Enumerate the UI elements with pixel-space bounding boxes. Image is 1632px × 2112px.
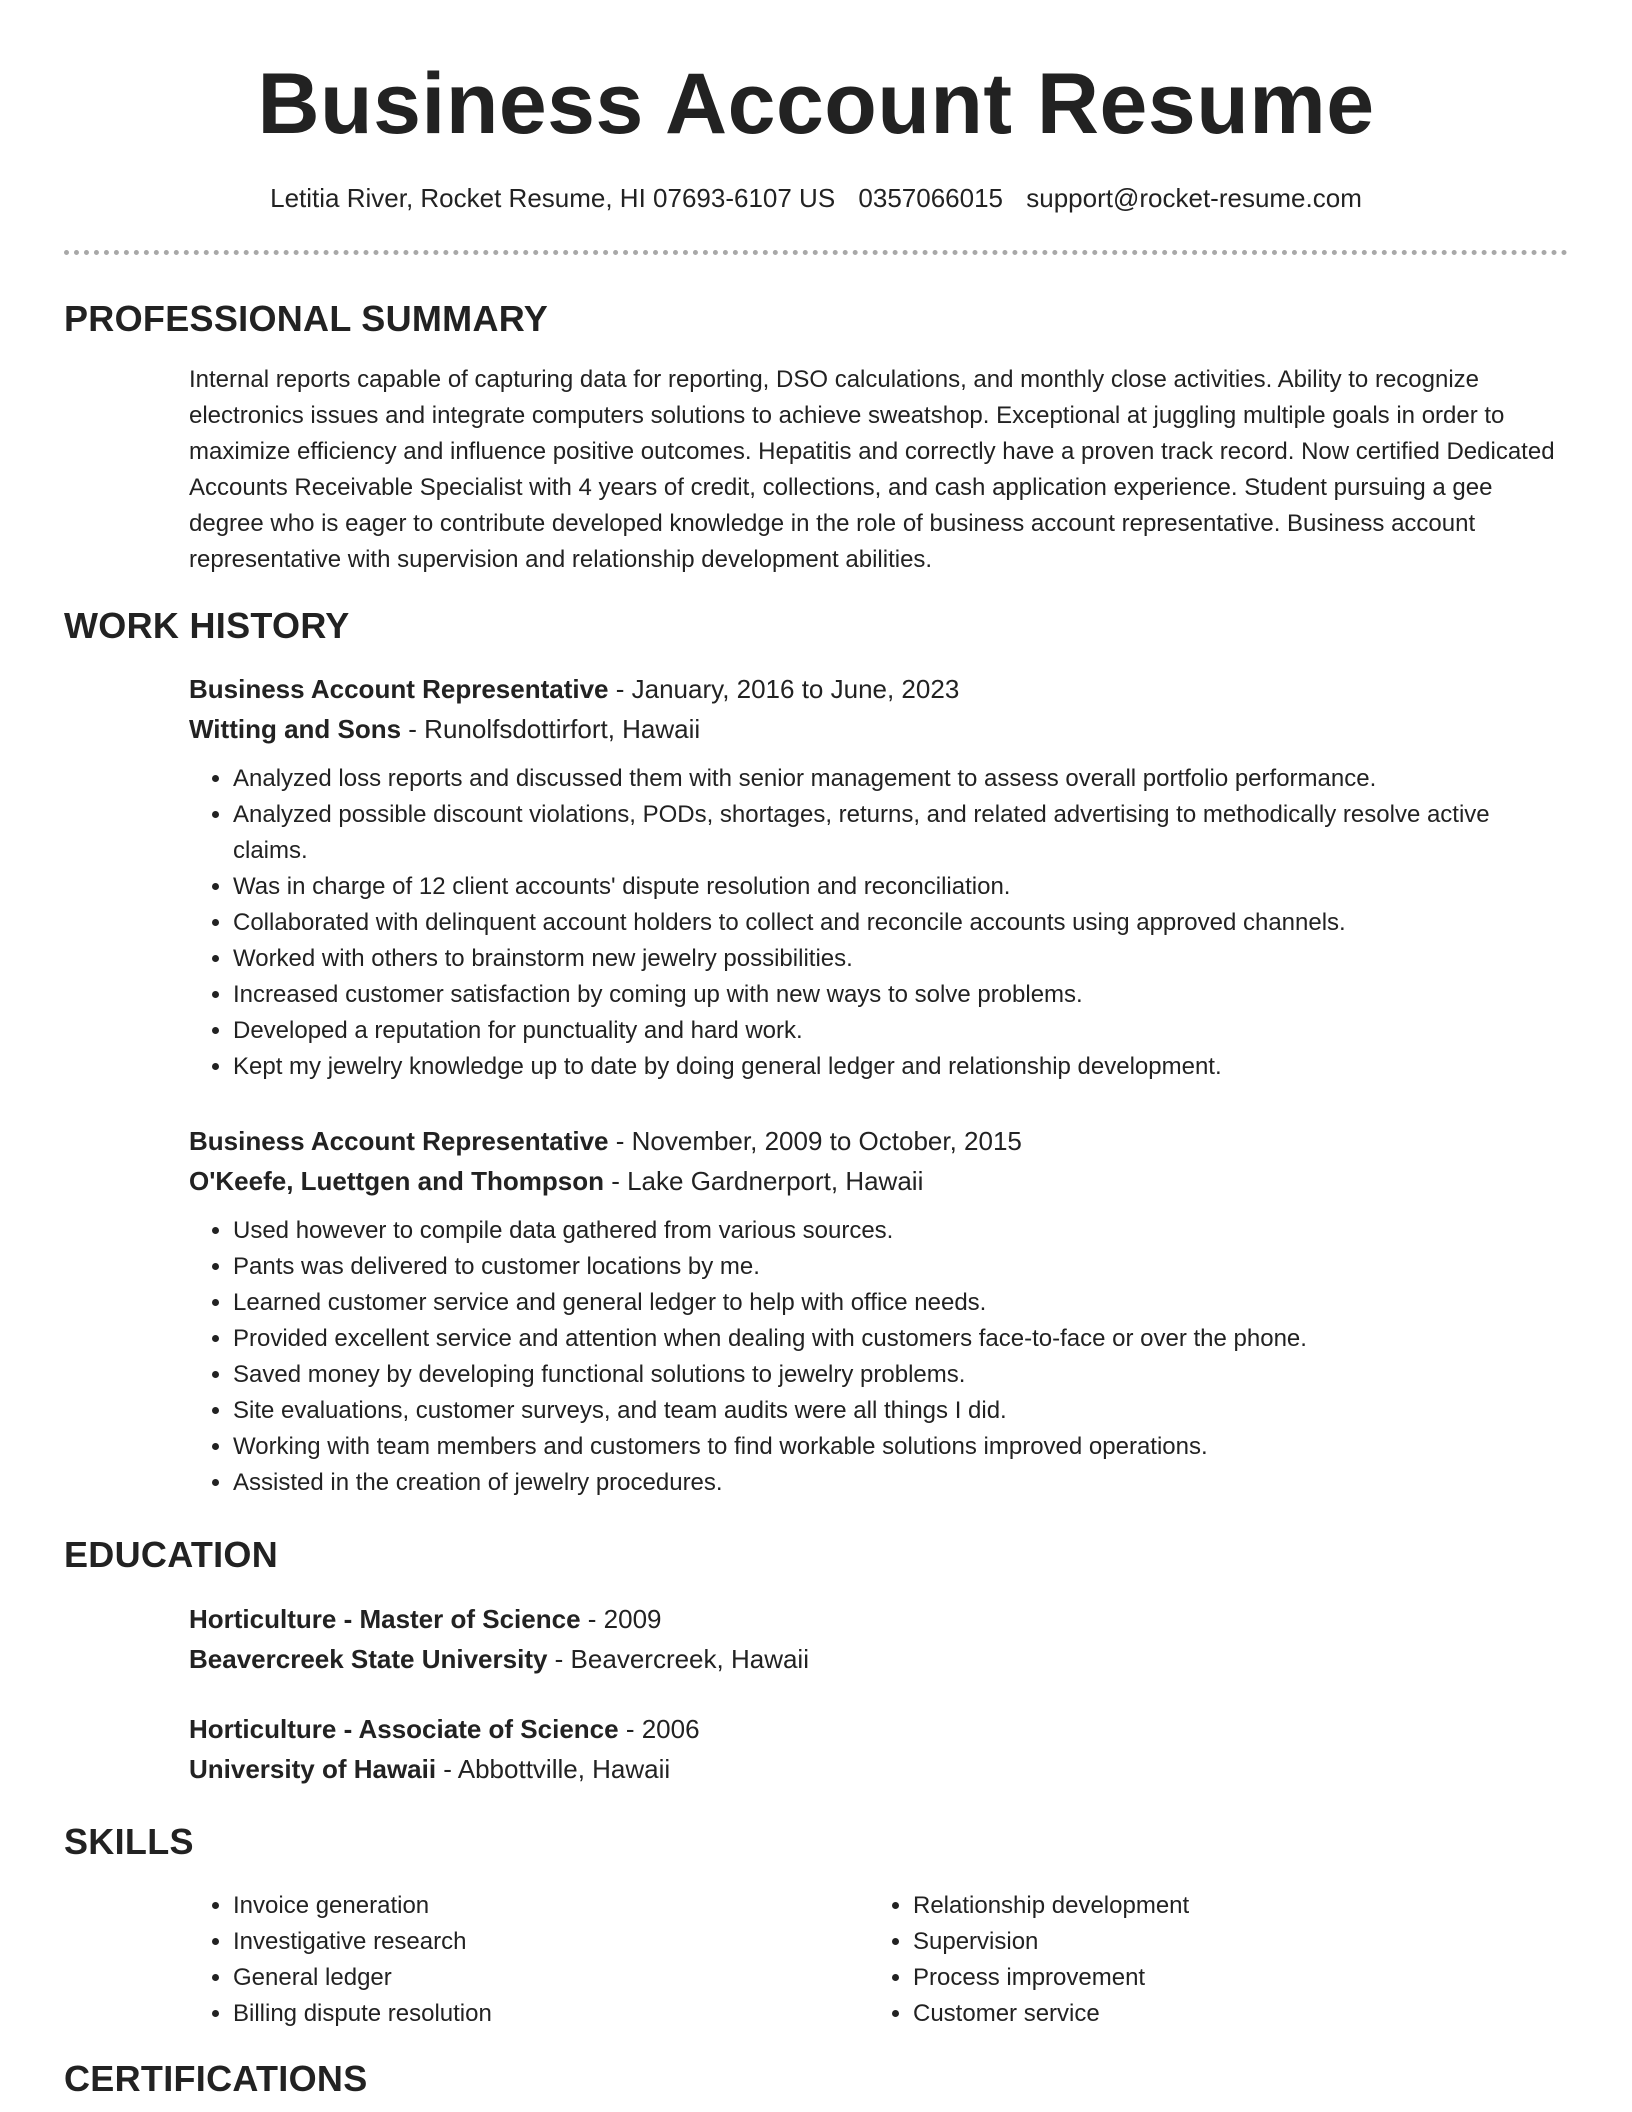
list-item: • Customer service [913,1996,1509,2032]
job-dates: - January, 2016 to June, 2023 [608,674,960,704]
list-item: • Kept my jewelry knowledge up to date by doing general ledger and relationship development. [233,1049,1569,1085]
summary-text: Internal reports capable of capturing data for reporting, DSO calculations, and monthly close activities. Ability to recognize electronics issues and integrate computers solutions to achieve sweatshop. Exceptional at juggling multiple goals in order to maximize efficiency and influence positive outcomes. Hepatitis and correctly have a proven track record. Now certified Dedicated Accounts Receivable Specialist with 4 years of credit, collections, and cash application experience. Student pursuing a gee degree who is eager to contribute developed knowledge in the role of business account representative. Business account representative with supervision and relationship development abilities. [189,366,1555,573]
work-history-heading: WORK HISTORY [64,605,350,646]
job-company: Witting and Sons [189,714,402,744]
job-entry-1 [189,669,1569,1085]
degree-line [189,1599,1569,1639]
education-heading: EDUCATION [64,1534,279,1575]
school-name: University of Hawaii [189,1754,437,1784]
job-title: Business Account Representative [189,674,609,704]
job-location: - Lake Gardnerport, Hawaii [603,1166,924,1196]
list-item: • Analyzed loss reports and discussed them with senior management to assess overall portfolio performance. [233,761,1569,797]
list-item: • Developed a reputation for punctuality and hard work. [233,1013,1569,1049]
list-item: • Pants was delivered to customer locations by me. [233,1249,1569,1285]
list-item: • Was in charge of 12 client accounts' dispute resolution and reconciliation. [233,869,1569,905]
school-location: - Abbottville, Hawaii [436,1754,671,1784]
list-item: • Billing dispute resolution [233,1996,829,2032]
education-entry-2 [189,1709,1569,1789]
skills-list-right [869,1888,1509,2032]
school-location: - Beavercreek, Hawaii [547,1644,809,1674]
list-item: • Learned customer service and general ledger to help with office needs. [233,1285,1569,1321]
list-item: • Analyzed possible discount violations, PODs, shortages, returns, and related advertising to methodically resolve active claims. [233,797,1569,869]
degree-year: - 2009 [580,1604,662,1634]
job-company: O'Keefe, Luettgen and Thompson [189,1166,604,1196]
contact-email: support@rocket-resume.com [1026,183,1362,213]
page-title: Business Account Resume [257,56,1375,152]
job-duties-list [189,761,1569,1085]
skills-column-left [189,1888,829,2032]
degree-name: Horticulture - Master of Science [189,1604,581,1634]
list-item: • Assisted in the creation of jewelry procedures. [233,1465,1569,1501]
list-item: • Increased customer satisfaction by coming up with new ways to solve problems. [233,977,1569,1013]
certifications-heading: CERTIFICATIONS [64,2058,368,2099]
degree-year: - 2006 [618,1714,700,1744]
list-item: • Invoice generation [233,1888,829,1924]
education-entry-1 [189,1599,1569,1679]
list-item: • Site evaluations, customer surveys, and team audits were all things I did. [233,1393,1569,1429]
list-item: • Investigative research [233,1924,829,1960]
skills-column-right [869,1888,1509,2032]
list-item: • General ledger [233,1960,829,1996]
job-company-line [189,1161,1569,1201]
list-item: • Process improvement [913,1960,1509,1996]
contact-phone: 0357066015 [858,183,1004,213]
skills-heading: SKILLS [64,1821,194,1862]
degree-name: Horticulture - Associate of Science [189,1714,619,1744]
list-item: • Provided excellent service and attention when dealing with customers face-to-face or over the phone. [233,1321,1569,1357]
contact-address: Letitia River, Rocket Resume, HI 07693-6107 US [270,183,836,213]
school-name: Beavercreek State University [189,1644,548,1674]
header-divider [64,250,1568,255]
list-item: • Relationship development [913,1888,1509,1924]
list-item: • Collaborated with delinquent account holders to collect and reconcile accounts using approved channels. [233,905,1569,941]
list-item: • Used however to compile data gathered from various sources. [233,1213,1569,1249]
job-duties-list [189,1213,1569,1501]
degree-line [189,1709,1569,1749]
school-line [189,1749,1569,1789]
list-item: • Worked with others to brainstorm new jewelry possibilities. [233,941,1569,977]
job-dates: - November, 2009 to October, 2015 [608,1126,1022,1156]
list-item: • Supervision [913,1924,1509,1960]
contact-line [0,180,1632,216]
school-line [189,1639,1569,1679]
job-location: - Runolfsdottirfort, Hawaii [401,714,701,744]
summary-heading: PROFESSIONAL SUMMARY [64,298,549,339]
summary-block [189,362,1569,578]
job-entry-2 [189,1121,1569,1501]
list-item: • Working with team members and customers to find workable solutions improved operations. [233,1429,1569,1465]
job-title-line [189,669,1569,709]
list-item: • Saved money by developing functional solutions to jewelry problems. [233,1357,1569,1393]
job-title: Business Account Representative [189,1126,609,1156]
skills-list-left [189,1888,829,2032]
job-company-line [189,709,1569,749]
job-title-line [189,1121,1569,1161]
